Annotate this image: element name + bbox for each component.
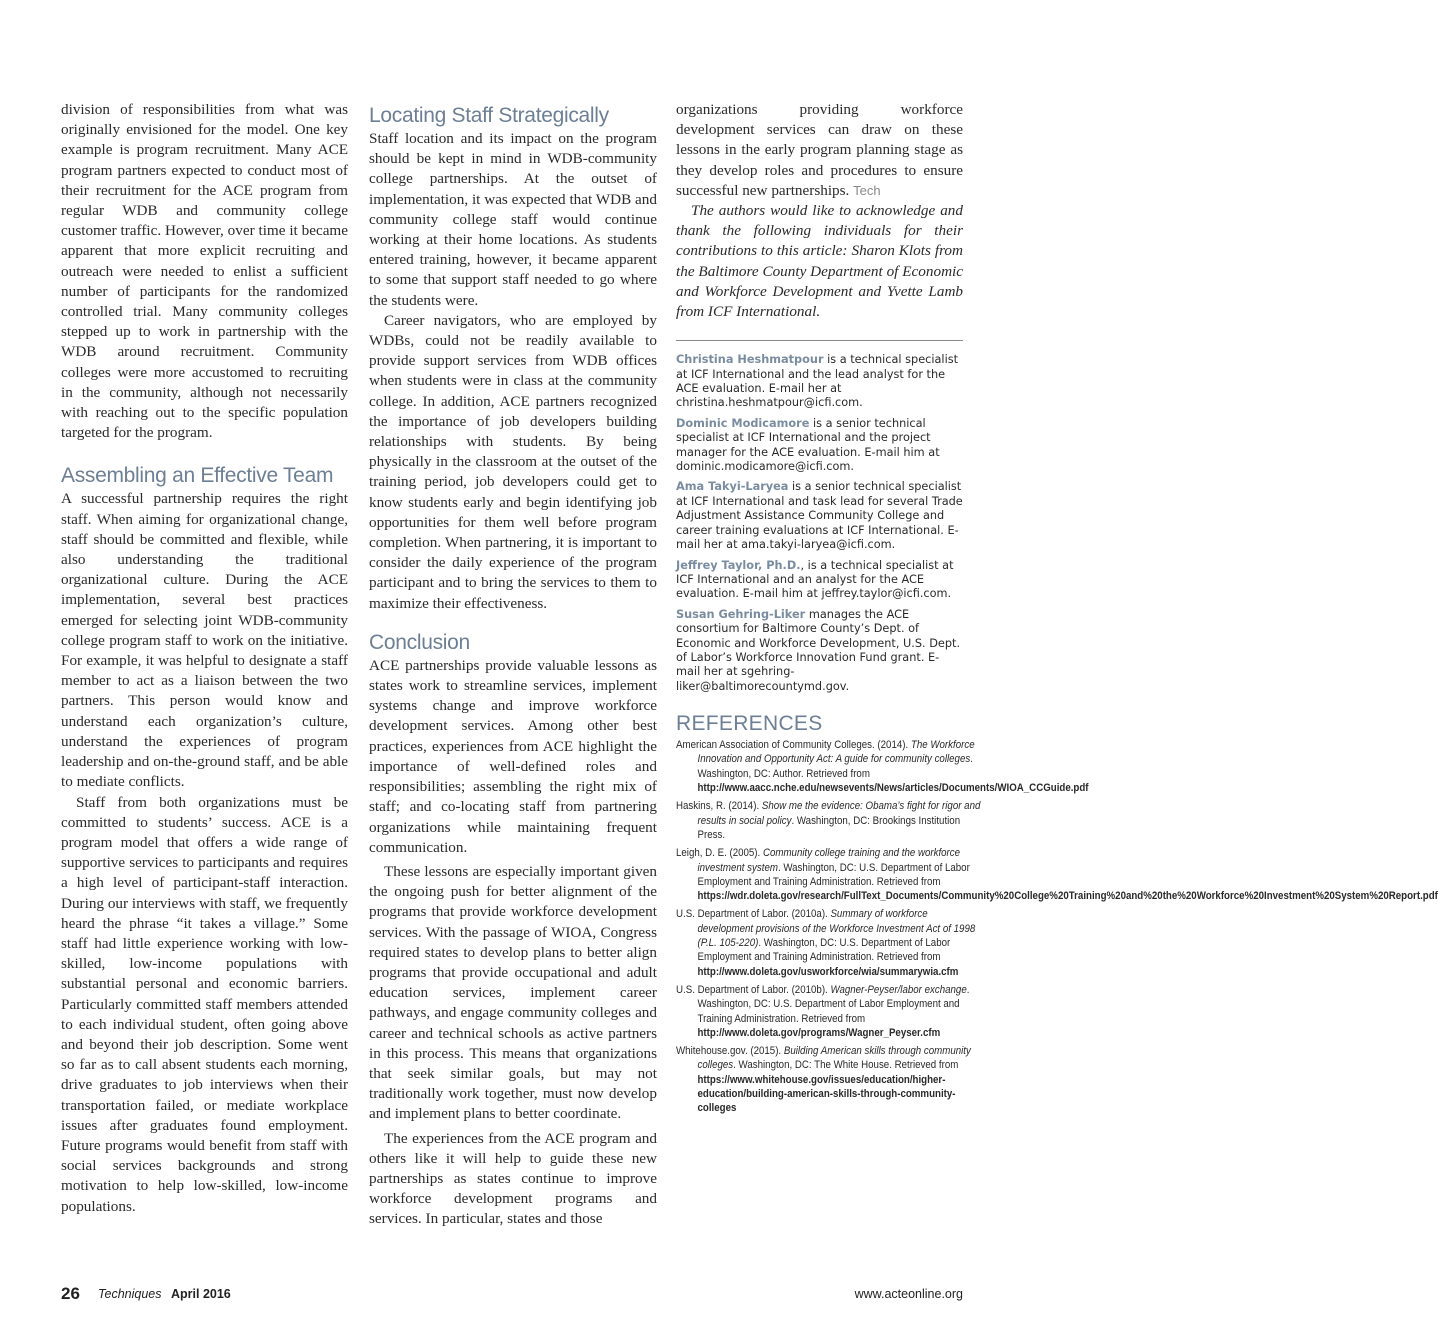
body-paragraph: These lessons are especially important given the ongoing push for better alignment of the programs that provide workforce development services. With the passage of WIOA, Congress required states to develop plans to better align programs that provide occupational and adult education services, implement career pathways, and engage community colleges and career and technical schools as active partners in this process. This means that organizations that seek similar goals, but may not traditionally work together, must now develop and implement plans to better coordinate. <box>369 862 657 1123</box>
end-mark: Tech <box>853 182 881 198</box>
body-paragraph: Staff location and its impact on the program should be kept in mind in WDB-community college partnerships. At the outset of implementation, it was expected that WDB and community college staff would continue working at their home locations. As students entered training, however, it became apparent to some that support staff needed to go where the students were. <box>369 130 657 309</box>
page-number: 26 <box>61 1284 80 1303</box>
page-footer <box>61 1284 963 1304</box>
reference-item: U.S. Department of Labor. (2010a). Summary of workforce development provisions of the Workforce Investment Act of 1998 (P.L. 105-220). Washington, DC: U.S. Department of Labor Employment and Training Administration. Retrieved from http://www.doleta.gov/usworkforce/wia/summarywia.cfm <box>676 908 976 978</box>
reference-item: American Association of Community Colleges. (2014). The Workforce Innovation and Opportunity Act: A guide for community colleges. Washington, DC: Author. Retrieved from http://www.aacc.nche.edu/newsevents/News/articles/Documents/WIOA_CCGuide.pdf <box>676 739 1089 795</box>
author-bio: Ama Takyi-Laryea is a senior technical specialist at ICF International and task lead for several Trade Adjustment Assistance Community College and career training evaluations at ICF International. E-mail her at ama.takyi-laryea@icfi.com. <box>676 480 963 552</box>
author-bio: Christina Heshmatpour is a technical specialist at ICF International and the lead analyst for the ACE evaluation. E-mail her at christina.heshmatpour@icfi.com. <box>676 353 959 410</box>
reference-link: http://www.doleta.gov/usworkforce/wia/summarywia.cfm <box>697 965 959 978</box>
section-heading-locating-staff: Locating Staff Strategically <box>369 104 609 127</box>
author-name: Susan Gehring-Liker <box>676 607 806 621</box>
divider <box>676 340 963 341</box>
reference-link: http://www.doleta.gov/programs/Wagner_Peyser.cfm <box>697 1026 941 1039</box>
body-paragraph: Staff from both organizations must be committed to students’ success. ACE is a program model that offers a wide range of supportive services to participants and requires a high level of participant-staff interaction. During our interviews with staff, we frequently heard the phrase “it takes a village.” Some staff had little experience working with low-skilled, low-income populations with substantial personal and economic barriers. Particularly committed staff members attended to each individual student, often going above and beyond their job description. Some went so far as to call absent students each morning, drive graduates to job interviews when their transportation failed, or mediate workplace issues after graduates found employment. Future programs would benefit from staff with social services backgrounds and strong motivation to help low-skilled, low-income populations. <box>61 793 348 1215</box>
column-left <box>61 100 348 1217</box>
body-paragraph: organizations providing workforce development services can draw on these lessons in the early program planning stage as they develop roles and procedures to ensure successful new partnerships. Tech <box>676 101 963 199</box>
body-paragraph: ACE partnerships provide valuable lessons as states work to streamline services, implement systems change and improve workforce development services. Among other best practices, experiences from ACE highlight the importance of well-defined roles and responsibilities; assembling the right mix of staff; and co-locating staff from partnering organizations while maintaining frequent communication. <box>369 656 657 856</box>
column-middle <box>369 100 657 1230</box>
reference-item: U.S. Department of Labor. (2010b). Wagner-Peyser/labor exchange. Washington, DC: U.S. Department of Labor Employment and Training Administration. Retrieved from http://www.doleta.gov/programs/Wagner_Peyser.cfm <box>676 983 970 1039</box>
reference-item: Whitehouse.gov. (2015). Building American skills through community colleges. Washington, DC: The White House. Retrieved from https://www.whitehouse.gov/issues/education/higher-education/building-american-skills-through-community-colleges <box>676 1045 971 1115</box>
website-url: www.acteonline.org <box>854 1287 963 1301</box>
author-bio: Jeffrey Taylor, Ph.D., is a technical specialist at ICF International and an analyst for the ACE evaluation. E-mail him at jeffrey.taylor@icfi.com. <box>676 558 954 601</box>
publication-name: Techniques <box>98 1287 162 1301</box>
author-name: Ama Takyi-Laryea <box>676 480 789 494</box>
author-name: Jeffrey Taylor, Ph.D. <box>676 558 801 572</box>
body-paragraph: The experiences from the ACE program and others like it will help to guide these new partnerships as states continue to improve workforce development programs and services. In particular, states and those <box>369 1129 657 1228</box>
section-heading-team: Assembling an Effective Team <box>61 464 334 488</box>
reference-item: Haskins, R. (2014). Show me the evidence: Obama’s fight for rigor and results in social policy. Washington, DC: Brookings Institution Press. <box>676 800 981 841</box>
reference-item: Leigh, D. E. (2005). Community college training and the workforce investment system. Washington, DC: U.S. Department of Labor Employment and Training Administration. Retrieved from https://wdr.doleta.gov/research/FullText_Documents/Community%20College%20Training%20and%20the%20Workforce%20Investment%20System%20Report.pdf <box>676 847 1438 903</box>
references-list <box>676 738 1438 1115</box>
body-paragraph: A successful partnership requires the right staff. When aiming for organizational change, staff should be committed and flexible, while also understanding the traditional organizational culture. During the ACE implementation, several best practices emerged for selecting joint WDB-community college program staff to work on the initiative. For example, it was helpful to designate a staff member to act as a liaison between the two partners. This person would know and understand each organization’s culture, understand the experiences of program leadership and on-the-ground staff, and be able to mediate conflicts. <box>61 490 348 791</box>
body-paragraph: Career navigators, who are employed by WDBs, could not be readily available to provide support services from WDB offices when students were in class at the community college. In addition, ACE partners recognized the importance of job developers building relationships with students. By being physically in the classroom at the outset of the training period, job developers could get to know students early and begin identifying job opportunities for them well before program completion. When partnering, it is important to consider the daily experience of the program participant and to bring the services to them to maximize their effectiveness. <box>369 311 657 612</box>
section-heading-conclusion: Conclusion <box>369 630 470 654</box>
issue-date: April 2016 <box>171 1287 231 1301</box>
author-bio: Dominic Modicamore is a senior technical specialist at ICF International and the project manager for the ACE evaluation. E-mail him at dominic.modicamore@icfi.com. <box>676 416 940 474</box>
author-name: Dominic Modicamore <box>676 416 810 430</box>
author-bio: Susan Gehring-Liker manages the ACE consortium for Baltimore County’s Dept. of Economic and Workforce Development, U.S. Dept. of Labor’s Workforce Innovation Fund grant. E-mail her at sgehring-liker@baltimorecountymd.gov. <box>676 607 961 693</box>
author-name: Christina Heshmatpour <box>676 353 824 367</box>
acknowledgment: The authors would like to acknowledge and thank the following individuals for their contributions to this article: Sharon Klots from the Baltimore County Department of Economic and Workforce Development and Yvette Lamb from ICF International. <box>676 202 963 321</box>
reference-link: http://www.aacc.nche.edu/newsevents/News/articles/Documents/WIOA_CCGuide.pdf <box>697 782 1089 795</box>
references-heading: REFERENCES <box>676 712 823 736</box>
reference-link: https://www.whitehouse.gov/issues/education/higher-education/building-american-skills-through-community-colleges <box>697 1073 956 1115</box>
body-paragraph: division of responsibilities from what was originally envisioned for the model. One key example is program recruitment. Many ACE program partners expected to conduct most of their recruitment for the ACE program from regular WDB and community college customer traffic. However, over time it became apparent that more explicit recruiting and outreach were needed to enlist a sufficient number of participants for the randomized controlled trial. Many community colleges stepped up to work in partnership with the WDB around recruitment. Community colleges were more accustomed to recruiting in the community, although not necessarily with reaching out to the specific population targeted for the program. <box>61 101 348 442</box>
author-bios <box>676 353 963 694</box>
column-right <box>676 100 1438 1116</box>
reference-link: https://wdr.doleta.gov/research/FullText_Documents/Community%20College%20Training%20and%20the%20Workforce%20Investment%20System%20Report.pdf <box>697 890 1438 903</box>
